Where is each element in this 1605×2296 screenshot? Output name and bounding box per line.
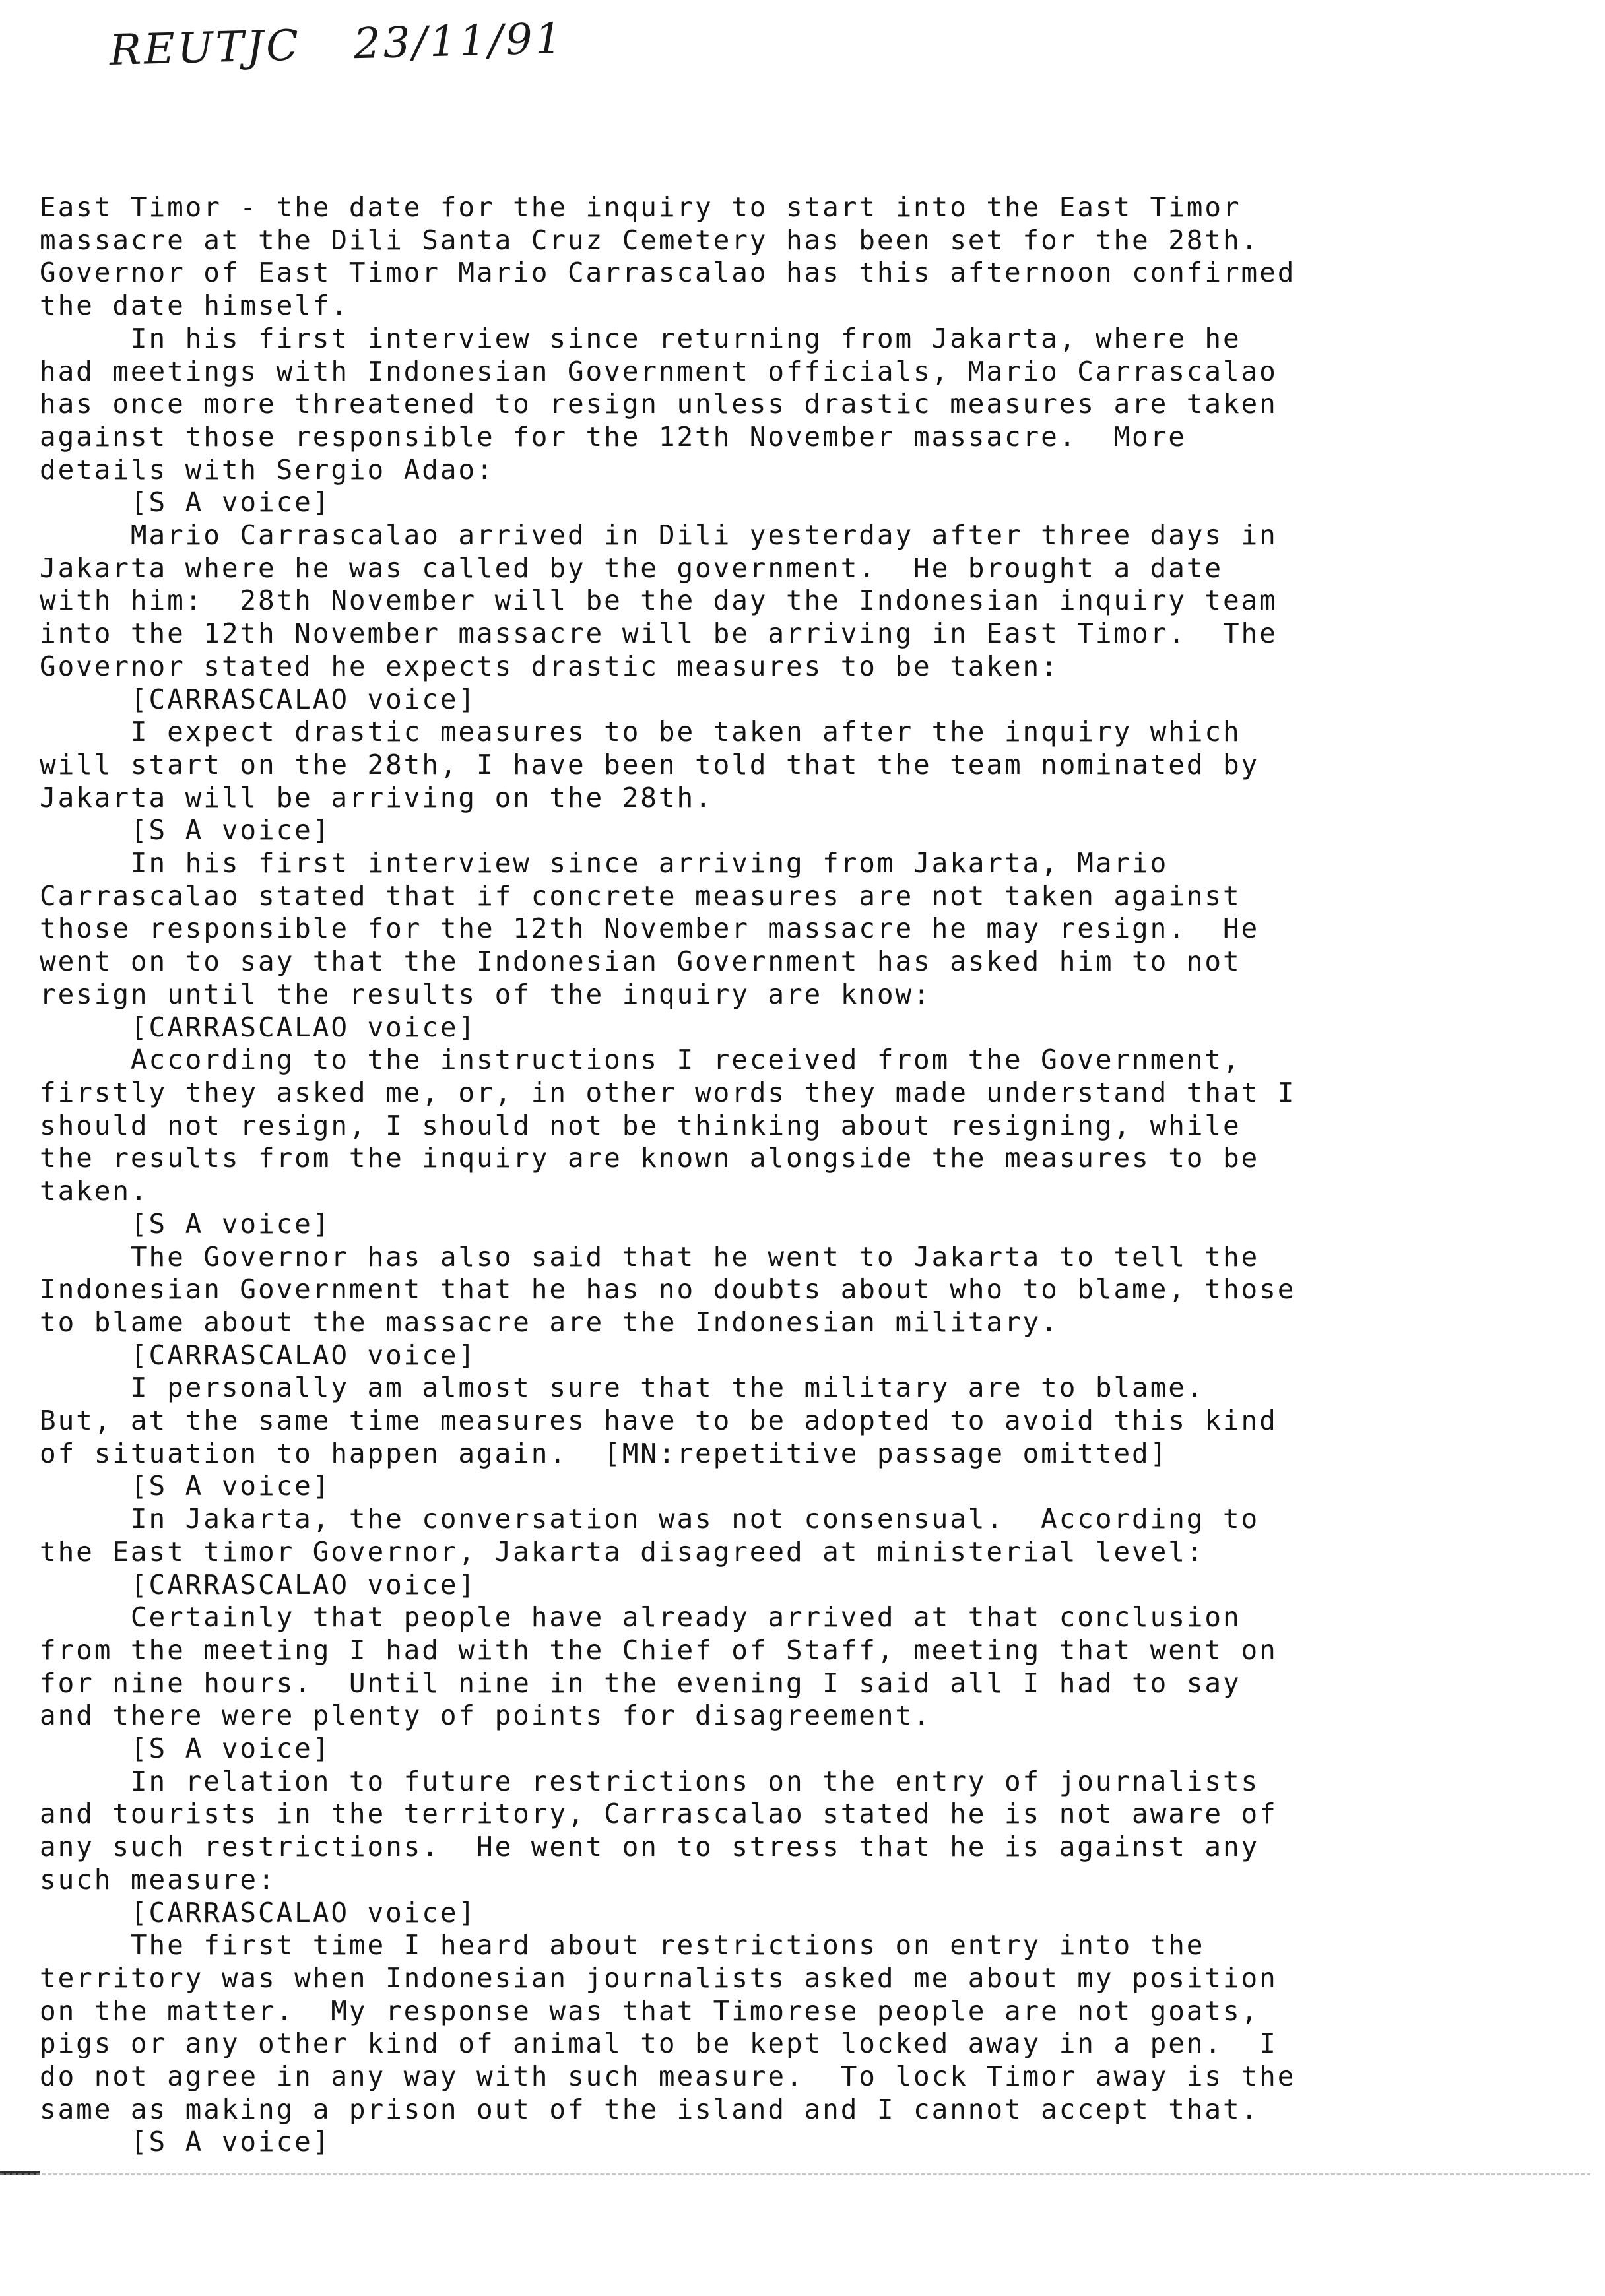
handwritten-initials: REUTJC: [109, 21, 302, 75]
handwritten-date: 23/11/91: [353, 14, 566, 69]
transcript-line: Jakarta where he was called by the government. He brought a date: [40, 552, 1223, 584]
transcript-line: those responsible for the 12th November massacre he may resign. He: [40, 912, 1260, 945]
transcript-line: In relation to future restrictions on the entry of journalists: [40, 1765, 1260, 1797]
transcript-line: The Governor has also said that he went to Jakarta to tell the: [40, 1240, 1260, 1273]
transcript-line: But, at the same time measures have to be adopted to avoid this kind: [40, 1405, 1278, 1437]
transcript-line: against those responsible for the 12th November massacre. More: [40, 420, 1187, 453]
transcript-line: East Timor - the date for the inquiry to start into the East Timor: [40, 191, 1241, 223]
transcript-line: Certainly that people have already arrived at that conclusion: [40, 1601, 1241, 1634]
transcript-line: of situation to happen again. [MN:repetitive passage omitted]: [40, 1437, 1169, 1469]
transcript-line: the date himself.: [40, 290, 349, 322]
transcript-line: Governor of East Timor Mario Carrascalao has this afternoon confirmed: [40, 257, 1296, 289]
transcript-line: any such restrictions. He went on to stress that he is against any: [40, 1831, 1260, 1863]
transcript-line: the East timor Governor, Jakarta disagreed at ministerial level:: [40, 1535, 1205, 1568]
transcript-line: [S A voice]: [40, 1733, 331, 1765]
transcript-line: went on to say that the Indonesian Government has asked him to not: [40, 945, 1241, 978]
transcript-line: [S A voice]: [40, 1470, 331, 1502]
transcript-line: Carrascalao stated that if concrete measures are not taken against: [40, 879, 1241, 912]
transcript-line: from the meeting I had with the Chief of Staff, meeting that went on: [40, 1634, 1278, 1666]
transcript-line: had meetings with Indonesian Government officials, Mario Carrascalao: [40, 355, 1278, 387]
transcript-line: do not agree in any way with such measure. To lock Timor away is the: [40, 2060, 1296, 2093]
transcript-line: into the 12th November massacre will be arriving in East Timor. The: [40, 618, 1278, 650]
transcript-line: [S A voice]: [40, 814, 331, 846]
transcript-line: [CARRASCALAO voice]: [40, 1896, 477, 1929]
transcript-line: Governor stated he expects drastic measures to be taken:: [40, 650, 1059, 682]
transcript-line: taken.: [40, 1175, 149, 1207]
transcript-line: on the matter. My response was that Timorese people are not goats,: [40, 1994, 1260, 2027]
transcript-line: details with Sergio Adao:: [40, 453, 495, 486]
transcript-line: and there were plenty of points for disagreement.: [40, 1700, 932, 1732]
transcript-line: to blame about the massacre are the Indonesian military.: [40, 1306, 1059, 1338]
transcript-line: and tourists in the territory, Carrascalao stated he is not aware of: [40, 1798, 1278, 1830]
transcript-body: [40, 191, 1597, 2159]
transcript-line: In his first interview since arriving from Jakarta, Mario: [40, 847, 1169, 879]
scan-artifact-line: [0, 2173, 1590, 2175]
transcript-line: [S A voice]: [40, 486, 331, 519]
transcript-line: pigs or any other kind of animal to be kept locked away in a pen. I: [40, 2027, 1278, 2060]
transcript-line: [CARRASCALAO voice]: [40, 1339, 477, 1371]
transcript-line: [CARRASCALAO voice]: [40, 1011, 477, 1043]
transcript-line: has once more threatened to resign unless drastic measures are taken: [40, 388, 1278, 420]
transcript-line: The first time I heard about restrictions on entry into the: [40, 1929, 1205, 1961]
transcript-line: territory was when Indonesian journalists asked me about my position: [40, 1961, 1278, 1994]
transcript-line: firstly they asked me, or, in other words they made understand that I: [40, 1076, 1296, 1108]
transcript-line: According to the instructions I received from the Government,: [40, 1044, 1241, 1076]
transcript-line: In Jakarta, the conversation was not consensual. According to: [40, 1503, 1260, 1535]
transcript-line: I expect drastic measures to be taken after the inquiry which: [40, 716, 1241, 748]
transcript-line: [S A voice]: [40, 2126, 331, 2158]
transcript-line: [CARRASCALAO voice]: [40, 683, 477, 715]
transcript-line: such measure:: [40, 1863, 277, 1896]
transcript-line: I personally am almost sure that the military are to blame.: [40, 1372, 1205, 1404]
transcript-line: for nine hours. Until nine in the evening I said all I had to say: [40, 1667, 1241, 1699]
transcript-line: the results from the inquiry are known alongside the measures to be: [40, 1142, 1260, 1174]
transcript-line: [CARRASCALAO voice]: [40, 1568, 477, 1601]
transcript-line: In his first interview since returning from Jakarta, where he: [40, 322, 1241, 354]
transcript-line: with him: 28th November will be the day the Indonesian inquiry team: [40, 585, 1278, 617]
transcript-line: same as making a prison out of the island and I cannot accept that.: [40, 2093, 1260, 2125]
transcript-line: Jakarta will be arriving on the 28th.: [40, 781, 713, 813]
transcript-line: resign until the results of the inquiry are know:: [40, 978, 932, 1010]
transcript-line: will start on the 28th, I have been told that the team nominated by: [40, 748, 1260, 781]
transcript-line: Indonesian Government that he has no doubts about who to blame, those: [40, 1273, 1296, 1306]
handwritten-annotation: [109, 15, 565, 75]
transcript-line: Mario Carrascalao arrived in Dili yesterday after three days in: [40, 519, 1278, 552]
transcript-line: should not resign, I should not be thinking about resigning, while: [40, 1109, 1241, 1141]
transcript-line: massacre at the Dili Santa Cruz Cemetery has been set for the 28th.: [40, 224, 1260, 256]
transcript-line: [S A voice]: [40, 1207, 331, 1240]
